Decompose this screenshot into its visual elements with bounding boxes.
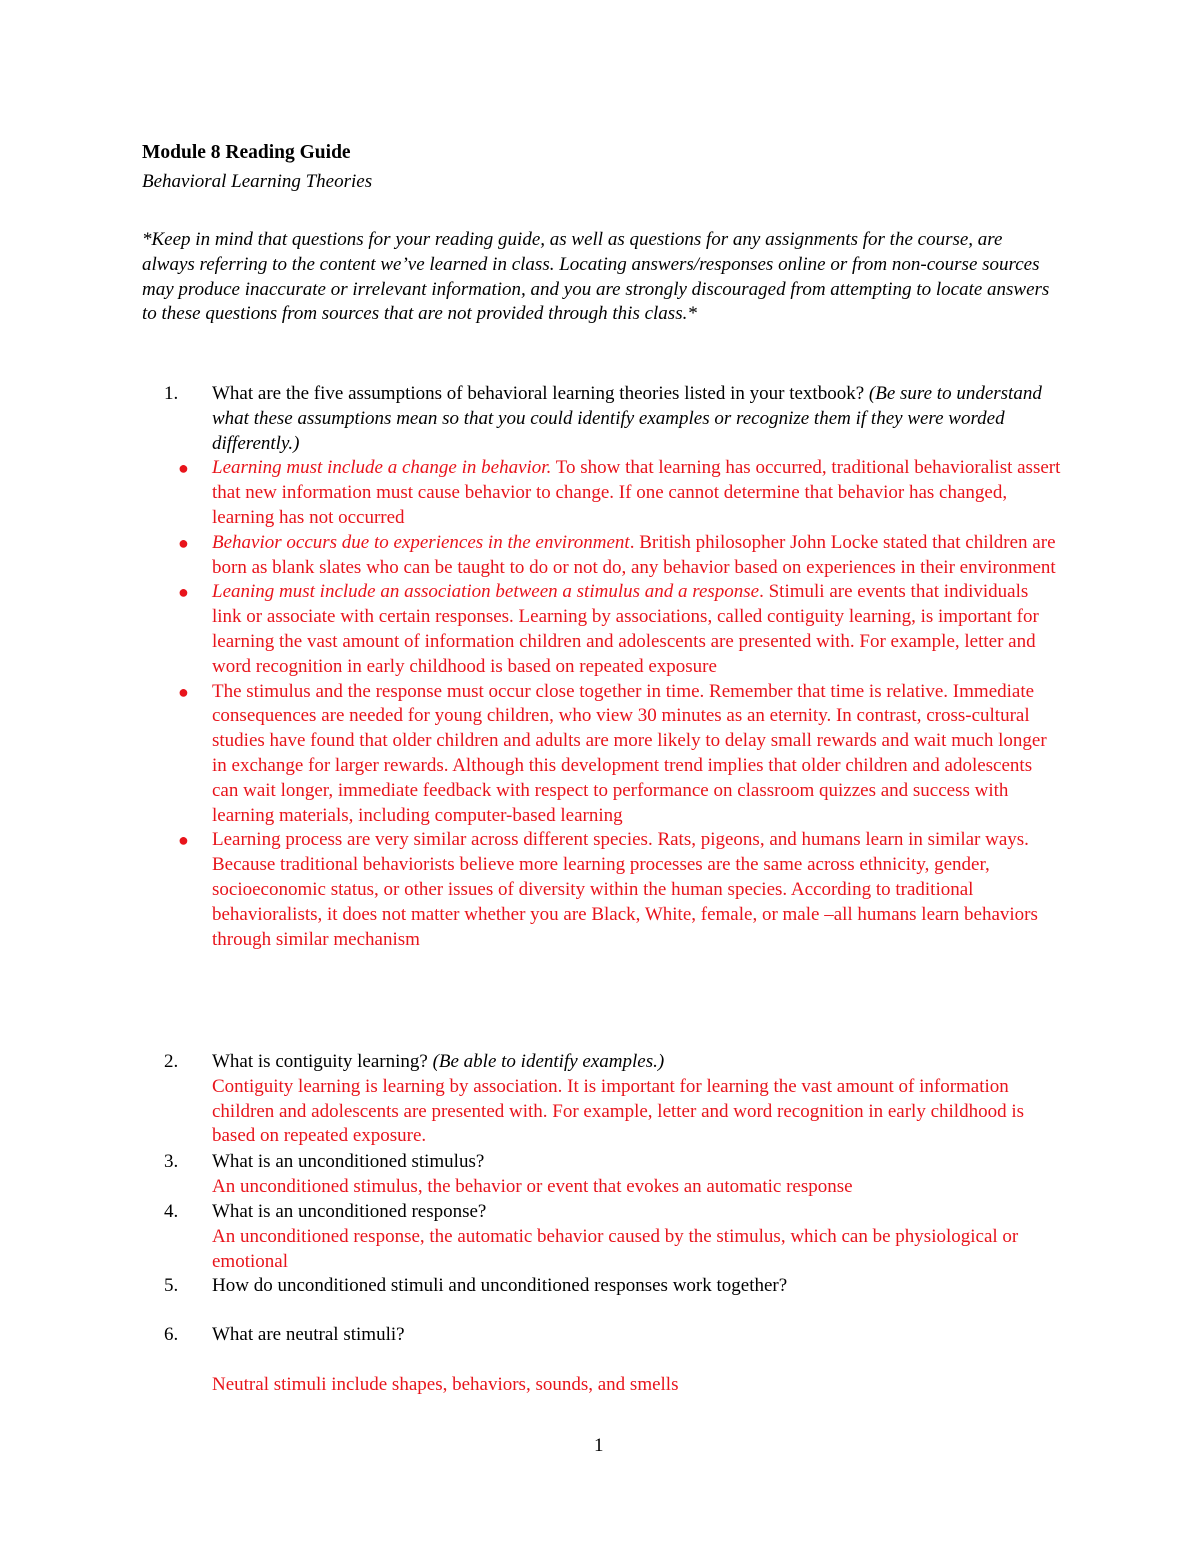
bullet-icon: ● bbox=[178, 532, 189, 553]
page-title: Module 8 Reading Guide bbox=[142, 142, 351, 163]
assumption-title: Behavior occurs due to experiences in the environment bbox=[212, 531, 630, 553]
list-item bbox=[142, 680, 1062, 829]
question-text: What are neutral stimuli? bbox=[212, 1324, 405, 1345]
assumption-text: Learning process are very similar across different species. Rats, pigeons, and humans learn in similar ways. Because traditional behaviorists believe more learning processes are the same across ethnicity, gender, socioeconomic status, or other issues of diversity within the human species. According to traditional behavioralists, it does not matter whether you are Black, White, female, or male –all humans learn behaviors through similar mechanism bbox=[212, 829, 1038, 950]
question-hint: (Be able to identify examples.) bbox=[432, 1051, 665, 1072]
answer-text: An unconditioned response, the automatic behavior caused by the stimulus, which can be physiological or emotional bbox=[212, 1225, 1019, 1272]
question-number: 1. bbox=[164, 383, 179, 404]
list-item bbox=[142, 580, 1062, 679]
instructions-note: *Keep in mind that questions for your reading guide, as well as questions for any assignments for the course, are always referring to the content we’ve learned in class. Locating answers/responses online or from non-course sources may produce inaccurate or irrelevant information, and you are strongly discouraged from attempting to locate answers to these questions from sources that are not provided through this class.* bbox=[142, 229, 1050, 325]
assumption-title: Learning must include a change in behavior. bbox=[212, 457, 552, 479]
assumption-text: . British philosopher John Locke stated that children are born as blank slates who can be taught to do or not do, any behavior based on experiences in their environment bbox=[212, 531, 1056, 578]
question-1 bbox=[142, 382, 1062, 952]
list-item bbox=[142, 531, 1062, 581]
question-text: What is an unconditioned response? bbox=[212, 1201, 487, 1222]
list-item bbox=[142, 456, 1062, 530]
question-hint: (Be sure to understand what these assumptions mean so that you could identify examples or recognize them if they were worded differently.) bbox=[212, 383, 1042, 454]
question-text: What is contiguity learning? bbox=[212, 1051, 433, 1072]
question-number: 2. bbox=[164, 1051, 179, 1072]
question-number: 4. bbox=[164, 1201, 179, 1222]
question-text: What is an unconditioned stimulus? bbox=[212, 1151, 485, 1172]
question-text: How do unconditioned stimuli and unconditioned responses work together? bbox=[212, 1275, 788, 1296]
question-text: What are the five assumptions of behavioral learning theories listed in your textbook? bbox=[212, 383, 869, 404]
question-number: 6. bbox=[164, 1324, 179, 1345]
question-5 bbox=[142, 1274, 1062, 1299]
question-6 bbox=[142, 1323, 1062, 1397]
answer-text: Neutral stimuli include shapes, behaviors, sounds, and smells bbox=[212, 1373, 679, 1395]
page-number: 1 bbox=[594, 1435, 604, 1456]
list-item bbox=[142, 828, 1062, 952]
bullet-icon: ● bbox=[178, 830, 189, 851]
answer-text: An unconditioned stimulus, the behavior or event that evokes an automatic response bbox=[212, 1175, 853, 1197]
question-2 bbox=[142, 1050, 1062, 1149]
bullet-icon: ● bbox=[178, 681, 189, 702]
question-number: 5. bbox=[164, 1275, 179, 1296]
question-3 bbox=[142, 1150, 1062, 1200]
question-4 bbox=[142, 1200, 1062, 1274]
assumption-text: The stimulus and the response must occur close together in time. Remember that time is relative. Immediate consequences are needed for young children, who view 30 minutes as an eternity. In contrast, cross-cultural studies have found that older children and adults are more likely to delay small rewards and wait much longer in exchange for larger rewards. Although this development trend implies that older children and adolescents can wait longer, immediate feedback with respect to performance on classroom quizzes and success with learning materials, including computer-based learning bbox=[212, 680, 1047, 826]
question-number: 3. bbox=[164, 1151, 179, 1172]
answer-bullet-list bbox=[142, 456, 1062, 952]
bullet-icon: ● bbox=[178, 582, 189, 603]
assumption-title: Leaning must include an association between a stimulus and a response bbox=[212, 581, 760, 603]
assumption-text: To show that learning has occurred, traditional behavioralist assert that new information must cause behavior to change. If one cannot determine that behavior has changed, learning has not occurred bbox=[212, 457, 1061, 528]
assumption-text: . Stimuli are events that individuals link or associate with certain responses. Learning by associations, called contiguity learning, is important for learning the vast amount of information children and adolescents are presented with. For example, letter and word recognition in early childhood is based on repeated exposure bbox=[212, 581, 1039, 677]
bullet-icon: ● bbox=[178, 458, 189, 479]
answer-text: Contiguity learning is learning by association. It is important for learning the vast amount of information children and adolescents are presented with. For example, letter and word recognition in early childhood is based on repeated exposure. bbox=[212, 1075, 1024, 1147]
page-subtitle: Behavioral Learning Theories bbox=[142, 171, 373, 192]
